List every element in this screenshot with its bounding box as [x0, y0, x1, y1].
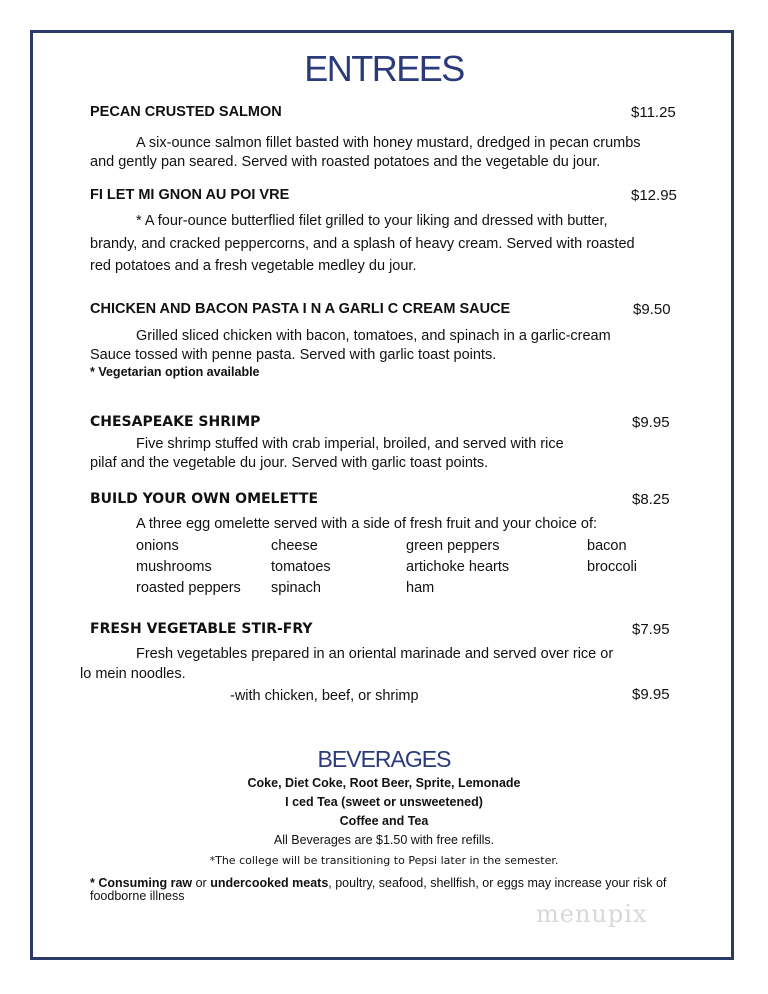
item-price: $9.50 [633, 301, 671, 318]
omelette-option: spinach [271, 580, 321, 596]
footer-star: * [90, 876, 95, 890]
item-desc-line: A six-ounce salmon fillet basted with honey mustard, dredged in pecan crumbs [136, 135, 641, 151]
item-desc-line: Five shrimp stuffed with crab imperial, broiled, and served with rice [136, 436, 564, 452]
beverage-price-note: All Beverages are $1.50 with free refills. [273, 833, 495, 847]
pepsi-note: *The college will be transitioning to Pepsi later in the semester. [209, 854, 559, 867]
item-price: $11.25 [631, 104, 676, 121]
omelette-option: roasted peppers [136, 580, 241, 596]
menupix-watermark: menupix [536, 900, 648, 928]
beverage-line: I ced Tea (sweet or unsweetened) [285, 795, 483, 809]
vegetarian-note: * Vegetarian option available [90, 365, 260, 379]
item-addon-price: $9.95 [632, 686, 670, 703]
item-desc-line: lo mein noodles. [80, 666, 186, 682]
item-title: PECAN CRUSTED SALMON [90, 104, 282, 120]
omelette-option: artichoke hearts [406, 559, 510, 575]
omelette-option: bacon [587, 538, 627, 554]
item-desc-line: * A four-ounce butterflied filet grilled to your liking and dressed with butter, [136, 213, 608, 229]
item-price: $8.25 [632, 491, 670, 508]
item-price: $9.95 [632, 414, 670, 431]
beverage-line: Coke, Diet Coke, Root Beer, Sprite, Lemonade [247, 776, 521, 790]
item-title: CHICKEN AND BACON PASTA I N A GARLI C CREAM SAUCE [90, 301, 511, 317]
entrees-heading: ENTREES [304, 48, 464, 89]
item-title: BUILD YOUR OWN OMELETTE [90, 491, 319, 507]
beverages-heading: BEVERAGES [317, 746, 451, 772]
footer-or: or [192, 876, 211, 890]
item-title: FRESH VEGETABLE STIR-FRY [90, 621, 313, 637]
footer-bold-undercooked: undercooked meats [210, 876, 329, 890]
omelette-option: tomatoes [271, 559, 331, 575]
item-desc-line: brandy, and cracked peppercorns, and a splash of heavy cream. Served with roasted [90, 236, 635, 252]
item-price: $7.95 [632, 621, 670, 638]
footer-disclaimer-line2: foodborne illness [90, 889, 185, 903]
item-desc-line: and gently pan seared. Served with roasted potatoes and the vegetable du jour. [90, 154, 601, 170]
omelette-option: green peppers [406, 538, 500, 554]
item-desc-line: red potatoes and a fresh vegetable medley du jour. [90, 258, 417, 274]
item-title: FI LET MI GNON AU POI VRE [90, 187, 290, 203]
beverage-line: Coffee and Tea [339, 814, 429, 828]
omelette-option: onions [136, 538, 179, 554]
omelette-option: ham [406, 580, 435, 596]
omelette-option: broccoli [587, 559, 637, 575]
item-price: $12.95 [631, 187, 677, 204]
item-addon: -with chicken, beef, or shrimp [230, 688, 419, 704]
footer-bold-raw: Consuming raw [98, 876, 193, 890]
item-desc-line: A three egg omelette served with a side of fresh fruit and your choice of: [136, 516, 598, 532]
item-title: CHESAPEAKE SHRIMP [90, 414, 261, 430]
item-desc-line: Sauce tossed with penne pasta. Served with garlic toast points. [90, 347, 497, 363]
item-desc-line: Fresh vegetables prepared in an oriental marinade and served over rice or [136, 646, 614, 662]
item-desc-line: pilaf and the vegetable du jour. Served with garlic toast points. [90, 455, 489, 471]
item-desc-line: Grilled sliced chicken with bacon, tomatoes, and spinach in a garlic-cream [136, 328, 611, 344]
footer-rest: , poultry, seafood, shellfish, or eggs may increase your risk of [328, 876, 667, 890]
omelette-option: mushrooms [136, 559, 212, 575]
omelette-option: cheese [271, 538, 318, 554]
